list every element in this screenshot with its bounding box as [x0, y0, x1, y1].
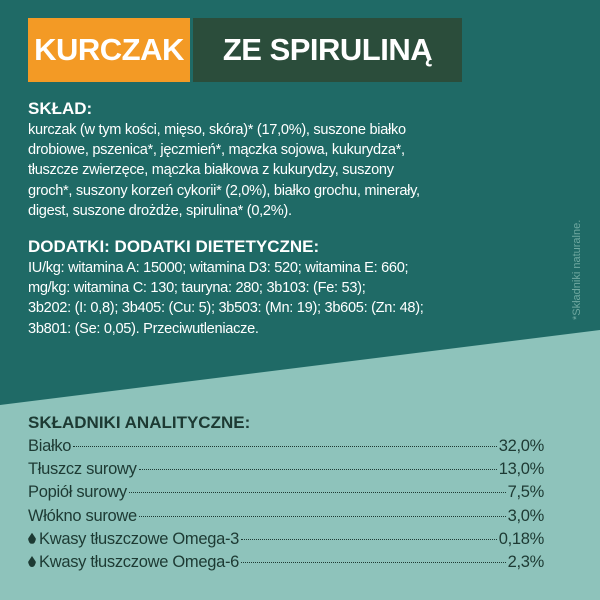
analytical-label: Tłuszcz surowy — [28, 460, 137, 479]
analytical-value: 2,3% — [507, 552, 544, 571]
additives-line: IU/kg: witamina A: 15000; witamina D3: 520; witamina E: 660; — [28, 260, 409, 276]
dot-leader — [241, 539, 497, 540]
dot-leader — [129, 492, 506, 493]
analytical-row — [28, 507, 544, 530]
composition-line: groch*, suszony korzeń cykorii* (2,0%), białko grochu, minerały, — [28, 182, 420, 199]
additives-heading: DODATKI: DODATKI DIETETYCZNE: — [28, 237, 320, 256]
dot-leader — [139, 516, 506, 517]
analytical-row — [28, 553, 544, 576]
additives-line: 3b801: (Se: 0,05). Przeciwutleniacze. — [28, 320, 259, 337]
analytical-value: 13,0% — [498, 460, 544, 479]
banner-flavor: KURCZAK — [28, 18, 190, 82]
analytical-row — [28, 460, 544, 483]
composition-line: drobiowe, pszenica*, jęczmień*, mączka sojowa, kukurydza*, — [28, 142, 405, 159]
analytical-row — [28, 437, 544, 460]
analytical-label: Popiół surowy — [28, 483, 127, 502]
natural-ingredients-note: *Składniki naturalne. — [571, 219, 583, 320]
analytical-row — [28, 530, 544, 553]
analytical-heading: SKŁADNIKI ANALITYCZNE: — [28, 413, 251, 432]
drop-icon — [28, 533, 36, 544]
dot-leader — [73, 446, 497, 447]
additives-line: 3b202: (I: 0,8); 3b405: (Cu: 5); 3b503: (Mn: 19); 3b605: (Zn: 48); — [28, 300, 424, 317]
analytical-label: Włókno surowe — [28, 506, 137, 525]
composition-text — [28, 120, 558, 221]
analytical-table — [28, 437, 544, 576]
composition-line: digest, suszone drożdże, spirulina* (0,2%). — [28, 202, 292, 219]
analytical-row — [28, 483, 544, 506]
additives-line: mg/kg: witamina C: 130; tauryna: 280; 3b103: (Fe: 53); — [28, 280, 366, 297]
composition-line: tłuszcze zwierzęce, mączka białkowa z kukurydzy, suszony — [28, 162, 394, 179]
dot-leader — [241, 562, 506, 563]
analytical-value: 32,0% — [498, 437, 544, 455]
analytical-value: 3,0% — [507, 506, 544, 525]
composition-heading: SKŁAD: — [28, 99, 93, 118]
analytical-value: 0,18% — [498, 529, 544, 548]
additives-text — [28, 258, 558, 339]
analytical-label: Kwasy tłuszczowe Omega-6 — [39, 552, 240, 571]
analytical-label: Białko — [28, 437, 72, 455]
drop-icon — [28, 556, 36, 567]
dot-leader — [139, 469, 497, 470]
analytical-label: Kwasy tłuszczowe Omega-3 — [39, 529, 240, 548]
banner-variant: ZE SPIRULINĄ — [193, 18, 462, 82]
composition-line: kurczak (w tym kości, mięso, skóra)* (17,0%), suszone białko — [28, 122, 406, 138]
analytical-value: 7,5% — [507, 483, 544, 502]
